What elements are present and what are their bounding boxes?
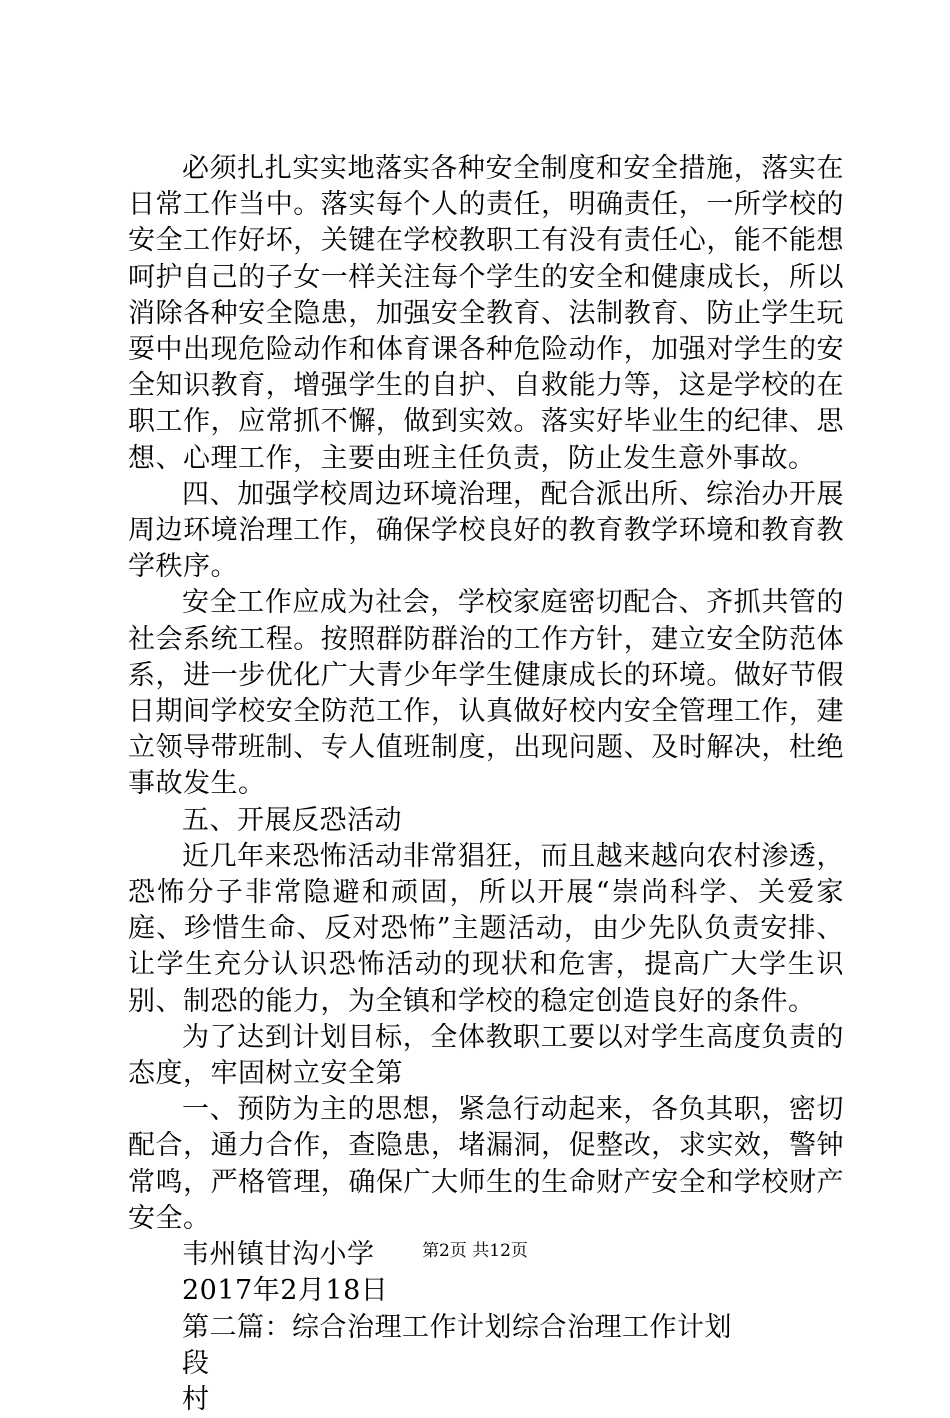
document-body [128, 151, 844, 1418]
paragraph-safety-measures: 必须扎扎实实地落实各种安全制度和安全措施，落实在日常工作当中。落实每个人的责任，明确责任，一所学校的安全工作好坏，关键在学校教职工有没有责任心，能不能想呵护自己的子女一样关注每个学生的安全和健康成长，所以消除各种安全隐患，加强安全教育、法制教育、防止学生玩耍中出现危险动作和体育课各种危险动作，加强对学生的安全知识教育，增强学生的自护、自救能力等，这是学校的在职工作，应常抓不懈，做到实效。落实好毕业生的纪律、思想、心理工作，主要由班主任负责，防止发生意外事故。 [128, 153, 844, 474]
paragraph-plan-goal: 为了达到计划目标，全体教职工要以对学生高度负责的态度，牢固树立安全第 [128, 1021, 844, 1090]
text-line-duan: 段 [182, 1347, 210, 1379]
paragraph-social-system: 安全工作应成为社会，学校家庭密切配合、齐抓共管的社会系统工程。按照群防群治的工作方针，建立安全防范体系，进一步优化广大青少年学生健康成长的环境。做好节假日期间学校安全防范工作，认真做好校内安全管理工作，建立领导带班制、专人值班制度，出现问题、及时解决，杜绝事故发生。 [128, 587, 844, 800]
signature-date: 2017年2月18日 [182, 1275, 389, 1307]
text-line-cun: 村 [182, 1383, 210, 1415]
paragraph-section-four: 四、加强学校周边环境治理，配合派出所、综治办开展周边环境治理工作，确保学校良好的教育教学环境和教育教学秩序。 [128, 478, 844, 583]
section-title-second: 第二篇：综合治理工作计划综合治理工作计划 [182, 1311, 732, 1343]
paragraph-anti-terror: 近几年来恐怖活动非常猖狂，而且越来越向农村渗透，恐怖分子非常隐避和顽固，所以开展“崇尚科学、关爱家庭、珍惜生命、反对恐怖”主题活动，由少先队负责安排、让学生充分认识恐怖活动的现状和危害，提高广大学生识别、制恐的能力，为全镇和学校的稳定创造良好的条件。 [128, 840, 844, 1017]
page-number-footer: 第2页 共12页 [422, 1241, 528, 1261]
heading-section-five: 五、开展反恐活动 [182, 804, 402, 836]
paragraph-prevention: 一、预防为主的思想，紧急行动起来，各负其职，密切配合，通力合作，查隐患，堵漏洞，促整改，求实效，警钟常鸣，严格管理，确保广大师生的生命财产安全和学校财产安全。 [128, 1094, 844, 1234]
signature-school: 韦州镇甘沟小学 [182, 1239, 375, 1271]
